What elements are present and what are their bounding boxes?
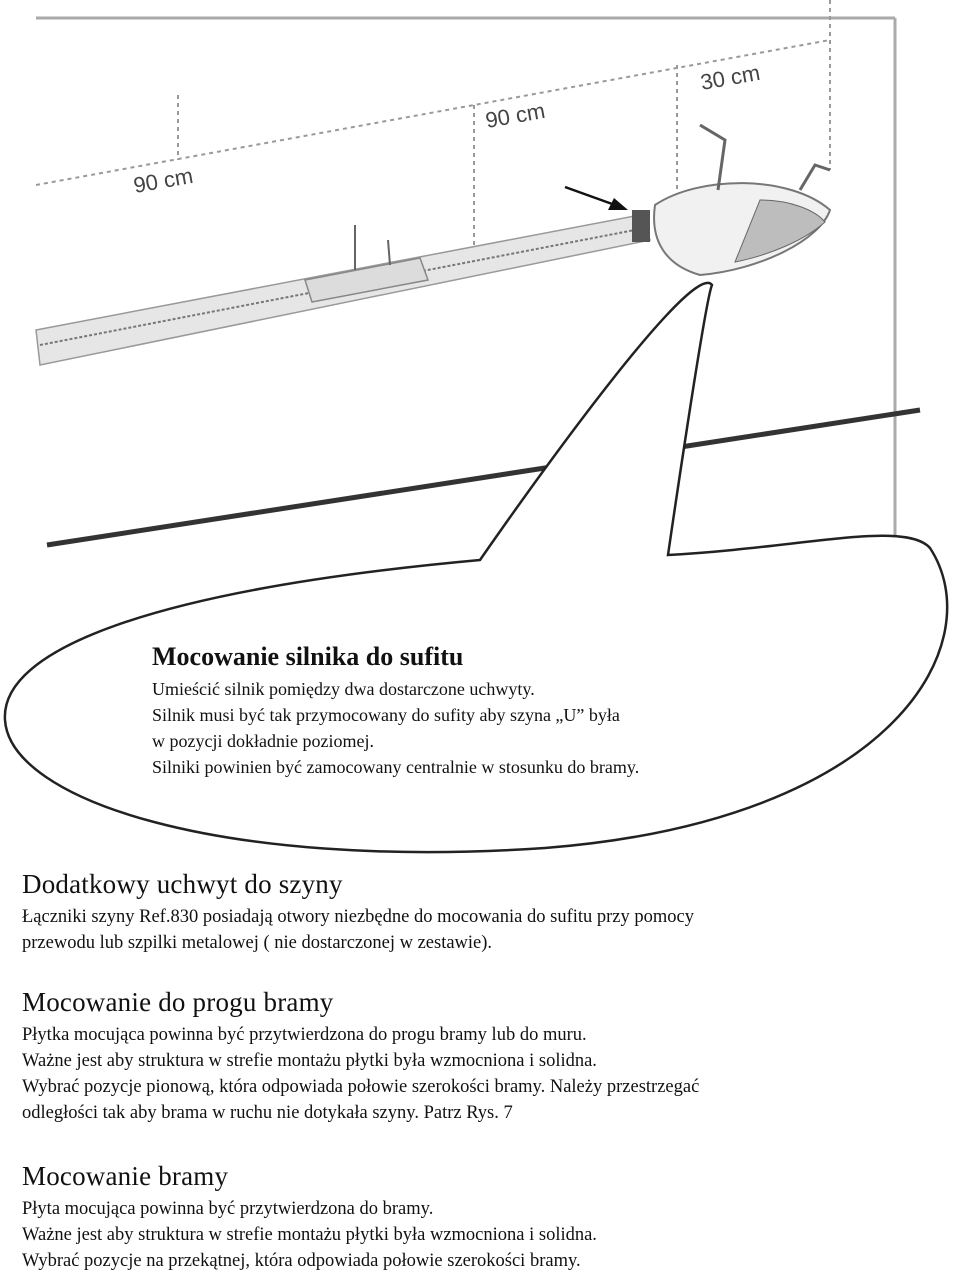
section-line: Łączniki szyny Ref.830 posiadają otwory niezbędne do mocowania do sufitu przy pomocy bbox=[22, 907, 694, 927]
section-rail-bracket bbox=[22, 868, 942, 956]
callout-line: Silnik musi być tak przymocowany do sufity aby szyna „U” była bbox=[152, 705, 620, 725]
section-line: odległości tak aby brama w ruchu nie dotykała szyny. Patrz Rys. 7 bbox=[22, 1103, 513, 1123]
callout-line: Umieścić silnik pomiędzy dwa dostarczone uchwyty. bbox=[152, 679, 535, 699]
section-title: Dodatkowy uchwyt do szyny bbox=[22, 869, 343, 899]
section-title: Mocowanie do progu bramy bbox=[22, 987, 334, 1017]
arrow-icon bbox=[565, 187, 628, 210]
section-line: Wybrać pozycje na przekątnej, która odpowiada połowie szerokości bramy. bbox=[22, 1251, 581, 1271]
section-line: przewodu lub szpilki metalowej ( nie dostarczonej w zestawie). bbox=[22, 933, 493, 953]
floor-line bbox=[47, 410, 920, 545]
dimension-label: 90 cm bbox=[131, 162, 195, 198]
callout-line: Silniki powinien być zamocowany centralnie w stosunku do bramy. bbox=[152, 757, 640, 777]
callout-line: w pozycji dokładnie poziomej. bbox=[152, 731, 374, 751]
section-line: Ważne jest aby struktura w strefie montażu płytki była wzmocniona i solidna. bbox=[22, 1225, 597, 1245]
section-gate-mount bbox=[22, 1160, 942, 1274]
motor-unit bbox=[632, 125, 830, 275]
callout-title: Mocowanie silnika do sufitu bbox=[152, 642, 464, 671]
section-sill-mount bbox=[22, 986, 942, 1126]
section-line: Ważne jest aby struktura w strefie montażu płytki była wzmocniona i solidna. bbox=[22, 1051, 597, 1071]
rail-connector bbox=[305, 225, 428, 302]
dimension-label: 90 cm bbox=[483, 97, 547, 133]
section-title: Mocowanie bramy bbox=[22, 1161, 229, 1191]
dimension-label: 30 cm bbox=[698, 59, 762, 95]
section-line: Płyta mocująca powinna być przytwierdzona do bramy. bbox=[22, 1199, 434, 1219]
section-line: Płytka mocująca powinna być przytwierdzona do progu bramy lub do muru. bbox=[22, 1025, 587, 1045]
section-line: Wybrać pozycje pionową, która odpowiada połowie szerokości bramy. Należy przestrzegać bbox=[22, 1077, 700, 1097]
callout-text bbox=[152, 642, 812, 780]
ceiling-outline bbox=[36, 18, 895, 575]
